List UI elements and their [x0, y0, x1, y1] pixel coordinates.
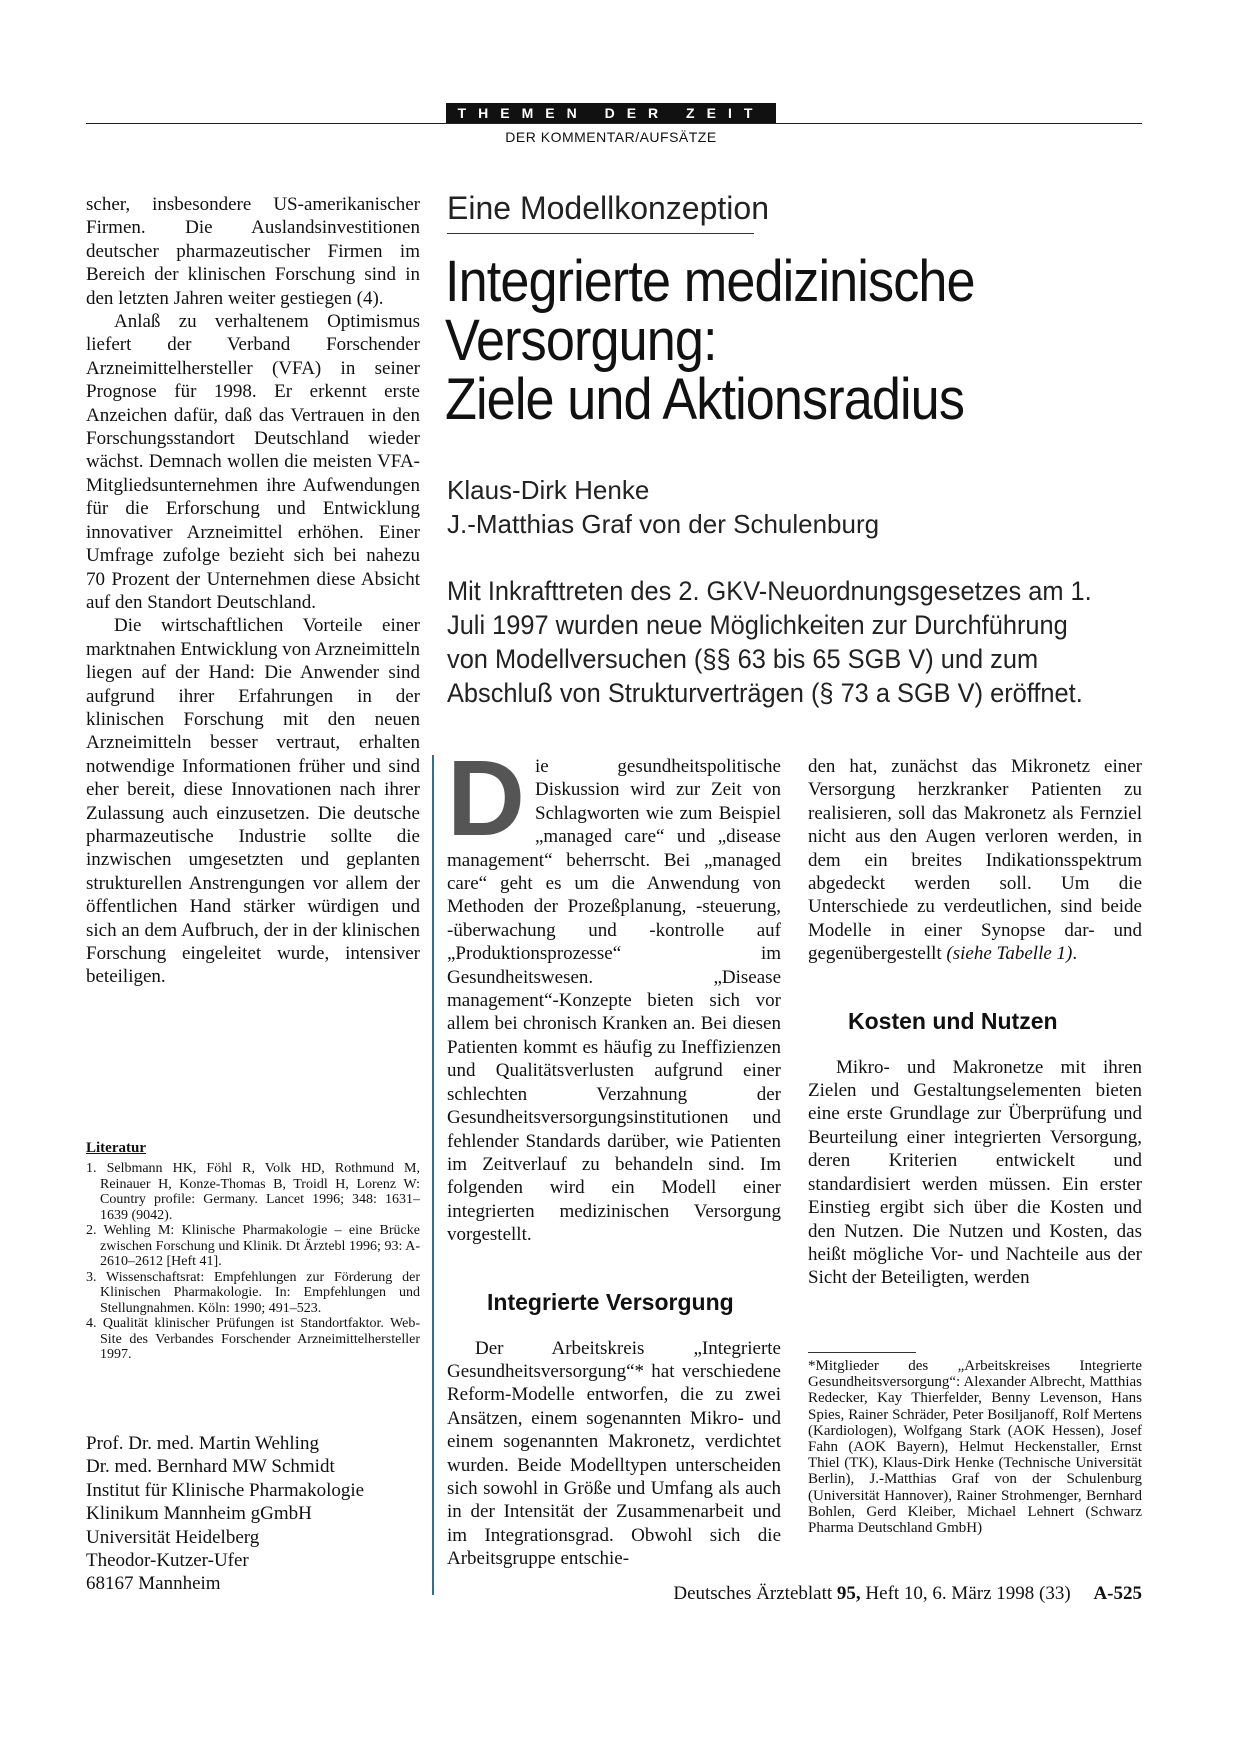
- literature-item: 2. Wehling M: Klinische Pharmakologie – eine Brücke zwischen Forschung und Klinik. Dt Ärztebl 1996; 93: A-2610–2612 [Heft 41].: [86, 1223, 420, 1269]
- address-line: Theodor-Kutzer-Ufer: [86, 1550, 249, 1572]
- literature-list: [86, 1161, 420, 1363]
- subsection-label: DER KOMMENTAR/AUFSÄTZE: [505, 129, 717, 145]
- title-line: Integrierte medizinische: [445, 249, 975, 314]
- header-rule: [86, 123, 1142, 124]
- address-line: Universität Heidelberg: [86, 1526, 260, 1548]
- literature-heading: Literatur: [86, 1140, 146, 1156]
- paragraph: Anlaß zu verhaltenem Optimismus liefert der Verband Forschender Arzneimittelhersteller (VFA) in seiner Prognose für 1998. Er erkennt erste Anzeichen dafür, daß das Vertrauen in den Forschungsstandort Deutschland wieder wächst. Demnach wollen die meisten VFA-Mitgliedsunternehmen ihre Aufwendungen für die Erforschung und Entwicklung innovativer Arzneimittel erhöhen. Einer Umfrage zufolge bezieht sich bei nahezu 70 Prozent der Unternehmen diese Absicht auf den Standort Deutschland.: [86, 311, 420, 613]
- article-title: [445, 249, 1075, 432]
- table-reference: (siehe Tabelle 1): [946, 943, 1073, 965]
- footnote: *Mitglieder des „Arbeitskreises Integrierte Gesundheitsversorgung“: Alexander Albrecht, Matthias Redecker, Kay Thierfelder, Benny Levenson, Hans Spies, Rainer Schräder, Peter Bosiljanoff, Rolf Mertens (Kardiologen), Wolfgang Stark (AOK Hessen), Josef Fahn (AOK Bayern), Helmut Heckenstaller, Ernst Thiel (TK), Klaus-Dirk Henke (Technische Universität Berlin), J.-Matthias Graf von der Schulenburg (Universität Hannover), Rainer Strohmenger, Bernhard Bohlen, Gerd Kleiber, Michael Lehnert (Schwarz Pharma Deutschland GmbH): [808, 1358, 1142, 1537]
- page-number: A-525: [1093, 1583, 1142, 1604]
- literature-item: 3. Wissenschaftsrat: Empfehlungen zur Förderung der Klinischen Pharmakologie. In: Empfehlungen und Stellungnahmen. Köln: 1990; 491–523.: [86, 1269, 420, 1316]
- address-line: Institut für Klinische Pharmakologie: [86, 1479, 365, 1501]
- title-line: Versorgung:: [445, 308, 717, 373]
- address-line: 68167 Mannheim: [86, 1573, 221, 1595]
- drop-cap: D: [447, 737, 525, 858]
- article-lead: Mit Inkrafttreten des 2. GKV-Neuordnungsgesetzes am 1. Juli 1997 wurden neue Möglichkeiten zur Durchführung von Modellversuchen (§§ 63 bis 65 SGB V) und zum Abschluß von Strukturverträgen (§ 73 a SGB V) eröffnet.: [447, 576, 1092, 708]
- paragraph: scher, insbesondere US-amerikanischer Firmen. Die Auslandsinvestitionen deutscher pharmazeutischer Firmen im Bereich der klinischen Forschung sind in den letzten Jahren weiter gestiegen (4).: [86, 194, 420, 309]
- paragraph: Der Arbeitskreis „Integrierte Gesundheitsversorgung“* hat verschiedene Reform-Modelle entworfen, die zu zwei Ansätzen, einem sogenannten Mikro- und einem sogenannten Makronetz, verdichtet wurden. Beide Modelltypen unterscheiden sich sowohl in Größe und Umfang als auch in der Intensität der Zusammenarbeit und im Integrationsgrad. Obwohl sich die Arbeitsgruppe entschie-: [447, 1337, 781, 1570]
- address-line: Dr. med. Bernhard MW Schmidt: [86, 1456, 335, 1478]
- column-divider: [432, 755, 434, 1595]
- section-badge: THEMEN DER ZEIT: [446, 103, 776, 123]
- kicker-underline: [447, 233, 754, 234]
- paragraph-end: .: [1072, 943, 1078, 965]
- author-address: [86, 1432, 420, 1596]
- page-footer: [600, 1583, 1142, 1605]
- volume: 95,: [836, 1583, 861, 1604]
- article-authors: [447, 473, 879, 541]
- issue-info: Heft 10, 6. März 1998 (33): [865, 1583, 1071, 1604]
- address-line: Prof. Dr. med. Martin Wehling: [86, 1433, 319, 1454]
- left-column-text: [86, 193, 420, 989]
- paragraph: Mikro- und Makronetze mit ihren Zielen und Gestaltungselementen bieten eine erste Grundlage zur Überprüfung und Beurteilung einer integrierten Versorgung, deren Kriterien entwickelt und standardisiert werden müssen. Ein erster Einstieg ergibt sich über die Kosten und den Nutzen. Die Nutzen und Kosten, das heißt mögliche Vor- und Nachteile aus der Sicht der Beteiligten, werden: [808, 1056, 1142, 1289]
- author-name: J.-Matthias Graf von der Schulenburg: [447, 509, 880, 539]
- paragraph: [808, 755, 1142, 966]
- journal-name: Deutsches Ärzteblatt: [673, 1583, 833, 1604]
- paragraph-text: den hat, zunächst das Mikronetz einer Versorgung herzkranker Patienten zu realisieren, soll das Makronetz als Fernziel nicht aus den Augen verloren werden, in dem ein breites Indikationsspektrum abgedeckt werden soll. Um die Unterschiede zu verdeutlichen, sind beide Modelle in einer Synopse dar- und gegenübergestellt: [808, 756, 1142, 965]
- footnote-rule: [808, 1352, 916, 1353]
- paragraph-text: ie gesundheitspolitische Diskussion wird zur Zeit von Schlagworten wie zum Beispiel „managed care“ und „disease management“ beherrscht. Bei „managed care“ geht es um die Anwendung von Methoden der Prozeßplanung, -steuerung, -überwachung und -kontrolle auf „Produktionsprozesse“ im Gesundheitswesen. „Disease management“-Konzepte bieten sich vor allem bei chronisch Kranken an. Bei diesen Patienten kommt es häufig zu Ineffizienzen und Qualitätsverlusten aufgrund einer schlechten Verzahnung der Gesundheitsversorgungsinstitutionen und fehlender Standards darüber, wie Patienten im Zeitverlauf zu behandeln sind. Im folgenden wird ein Modell einer integrierten medizinischen Versorgung vorgestellt.: [447, 756, 781, 1246]
- section-heading: Kosten und Nutzen: [848, 1007, 1058, 1034]
- literature-item: 1. Selbmann HK, Föhl R, Volk HD, Rothmund M, Reinauer H, Konze-Thomas B, Troidl H, Lorenz W: Country profile: Germany. Lancet 1996; 348: 1631–1639 (9042).: [86, 1161, 420, 1223]
- paragraph: Die wirtschaftlichen Vorteile einer marktnahen Entwicklung von Arzneimitteln liegen auf der Hand: Die Anwender sind aufgrund ihrer Erfahrungen in der klinischen Forschung mit den neuen Arzneimitteln besser vertraut, erhalten notwendige Informationen früher und sind eher bereit, diese Innovationen nach ihrer Zulassung auch einzusetzen. Die deutsche pharmazeutische Industrie sollte die inzwischen umgesetzten und geplanten strukturellen Anstrengungen vor allem der öffentlichen Hand stärker würdigen und sich an dem Aufbruch, der in der klinischen Forschung eingeleitet wurde, intensiver beteiligen.: [86, 615, 421, 988]
- literature-item: 4. Qualität klinischer Prüfungen ist Standortfaktor. Web-Site des Verbandes Forschender Arzneimittelhersteller 1997.: [86, 1316, 420, 1362]
- author-name: Klaus-Dirk Henke: [447, 475, 650, 505]
- body-column-2: [808, 755, 1142, 1290]
- body-column-1: [447, 737, 781, 1571]
- section-heading: Integrierte Versorgung: [487, 1288, 734, 1315]
- paragraph: [447, 737, 781, 1247]
- title-line: Ziele und Aktionsradius: [445, 367, 965, 432]
- address-line: Klinikum Mannheim gGmbH: [86, 1503, 312, 1525]
- article-kicker: Eine Modellkonzeption: [447, 190, 769, 226]
